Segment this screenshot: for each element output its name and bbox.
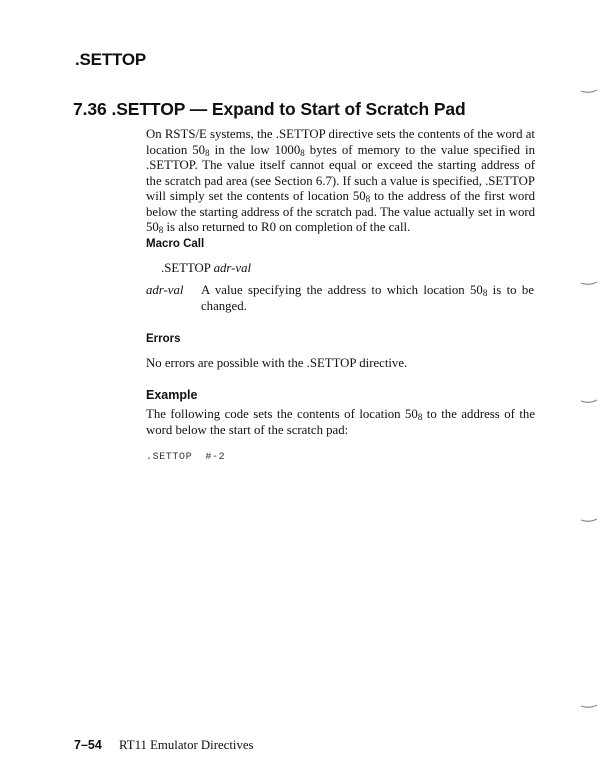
parameter-name: adr-val <box>146 283 184 297</box>
example-sentence: to the address of the word below the start of the scratch pad: <box>146 407 535 437</box>
footer-title: RT11 Emulator Directives <box>119 738 254 752</box>
code-example: .SETTOP #-2 <box>146 452 226 463</box>
example-sentence: The following code sets the contents of location 50 <box>146 407 418 421</box>
macro-directive: .SETTOP <box>161 261 211 275</box>
macro-call-syntax <box>161 261 251 276</box>
subscript: 8 <box>482 288 488 298</box>
running-head: .SETTOP <box>75 50 147 69</box>
parameter-text: is to be changed. <box>201 283 535 313</box>
intro-text: On RSTS/E systems, the .SETTOP directive sets the contents of the word at location 50 <box>146 127 535 157</box>
subscript: 8 <box>300 147 305 158</box>
section-title-text: .SETTOP — Expand to Start of Scratch Pad <box>111 99 466 119</box>
margin-mark <box>580 516 598 524</box>
intro-paragraph <box>146 127 535 236</box>
intro-text: is also returned to R0 on completion of the call. <box>163 220 411 234</box>
example-heading: Example <box>146 388 198 402</box>
page-number: 7–54 <box>74 738 102 752</box>
errors-heading: Errors <box>146 333 181 345</box>
intro-text: in the low 1000 <box>209 142 301 157</box>
errors-text: No errors are possible with the .SETTOP directive. <box>146 356 408 370</box>
parameter-text: A value specifying the address to which location 50 <box>201 283 483 297</box>
subscript: 8 <box>417 412 423 422</box>
parameter-description <box>201 283 534 314</box>
macro-argument: adr-val <box>213 261 252 275</box>
margin-mark <box>580 397 598 405</box>
intro-text: to the address of the first word below the starting address of the scratch pad. The value actually set in word 50 <box>146 189 535 234</box>
margin-mark <box>580 702 598 710</box>
intro-text: bytes of memory to the value specified in .SETTOP. The value itself cannot equal or exceed the starting address of the scratch pad area (see Section 6.7). If such a value is specified, .SETTOP will simply set the contents of location 50 <box>146 142 536 203</box>
macro-call-heading: Macro Call <box>146 238 205 250</box>
margin-mark <box>580 87 598 95</box>
subscript: 8 <box>205 147 210 158</box>
section-number: 7.36 <box>73 99 107 119</box>
subscript: 8 <box>158 225 164 235</box>
example-text <box>146 407 535 438</box>
subscript: 8 <box>365 194 371 204</box>
margin-mark <box>580 279 598 287</box>
section-title <box>73 99 466 120</box>
